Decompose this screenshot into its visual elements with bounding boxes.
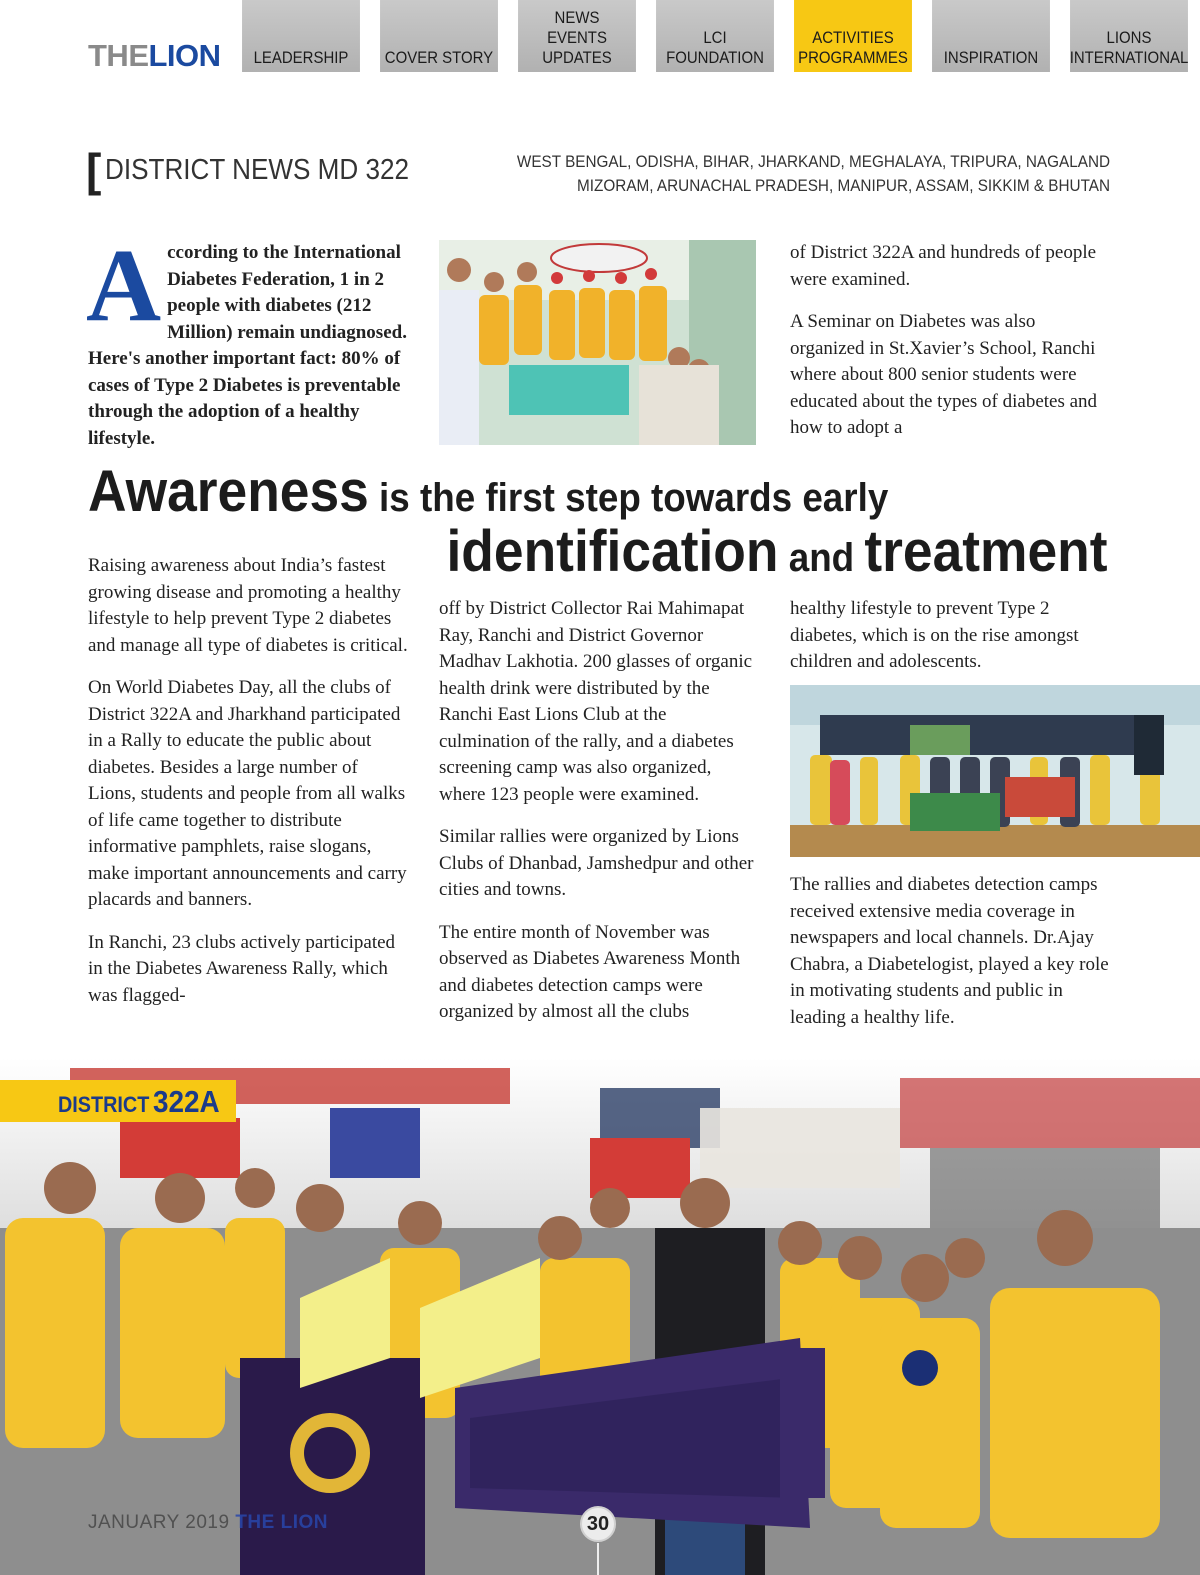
page-number: 30 [580,1506,616,1542]
region-line-1: WEST BENGAL, ODISHA, BIHAR, JHARKAND, MEGHALAYA, TRIPURA, NAGALAND [516,152,1110,171]
footer-issue [88,1512,328,1534]
headline-word-and: and [778,536,865,580]
tab-label: LIONS [1106,28,1152,47]
tab-label: INSPIRATION [943,48,1039,67]
tab-news-events-updates[interactable] [518,0,636,72]
headline-line-2 [389,518,1108,585]
section-title [86,144,443,196]
masthead [0,0,1200,72]
headline-word-awareness: Awareness [88,459,369,524]
tab-activities-programmes[interactable] [794,0,912,72]
paragraph: In Ranchi, 23 clubs actively participated in the Diabetes Awareness Rally, which was flagged- [88,931,396,1006]
column-3-top [790,240,1110,442]
paragraph: Raising awareness about India’s fastest growing disease and promoting a healthy lifestyle to help prevent Type 2 diabetes and manage all type of diabetes is critical. [88,555,408,656]
paragraph: On World Diabetes Day, all the clubs of District 322A and Jharkhand participated in a Rally to educate the public about diabetes. Besides a large number of Lions, students and people from all walks of life came together to distribute informative pamphlets, raise slogans, make important announcements and carry placards and banners. [88,677,407,910]
column-3-bottom [790,872,1110,1031]
headline-phrase: is the first step towards early [368,476,889,520]
brand-the: THE [88,38,149,73]
badge-word-district: DISTRICT [58,1092,150,1117]
photo-seminar-group [790,685,1200,857]
paragraph: Similar rallies were organized by Lions Clubs of Dhanbad, Jamshedpur and other cities and towns. [439,826,754,900]
tab-label: FOUNDATION [666,48,764,67]
section-nav [234,0,1200,72]
footer-title: THE LION [235,1512,328,1533]
district-badge [0,1080,236,1122]
region-line-2: MIZORAM, ARUNACHAL PRADESH, MANIPUR, ASSAM, SIKKIM & BHUTAN [576,176,1110,195]
tab-label: COVER STORY [384,48,494,67]
brand-lion: LION [148,38,221,73]
tab-label: LEADERSHIP [253,48,349,67]
tab-inspiration[interactable] [932,0,1050,72]
tab-leadership[interactable] [242,0,360,72]
region-list [451,150,1110,198]
badge-number: 322A [153,1084,221,1119]
tab-label: PROGRAMMES [798,48,908,67]
photo-screening-camp [439,240,756,445]
brand-logo[interactable] [88,38,221,74]
drop-cap: A [86,228,162,343]
tab-label: INTERNATIONAL [1069,48,1189,67]
footer-month: JANUARY 2019 [88,1512,236,1533]
tab-label: NEWS [554,8,600,27]
intro-paragraph [86,228,408,452]
column-1 [88,553,408,1009]
paragraph: A Seminar on Diabetes was also organized in St.Xavier’s School, Ranchi where about 800 senior students were educated about the types of diabetes and how to adopt a [790,311,1098,438]
photo-awareness-rally [0,1058,1200,1575]
tab-label: UPDATES [542,48,612,67]
tab-cover-story[interactable] [380,0,498,72]
tab-lions-international[interactable] [1070,0,1188,72]
column-2 [439,596,759,1026]
paragraph: off by District Collector Rai Mahimapat Ray, Ranchi and District Governor Madhav Lakhotia. 200 glasses of organic health drink were distributed by the Ranchi East Lions Club at the culmination of the rally, and a diabetes screening camp was also organized, where 123 people were examined. [439,598,753,805]
headline-word-treatment: treatment [864,519,1108,584]
paragraph: of District 322A and hundreds of people were examined. [790,242,1097,290]
paragraph: The entire month of November was observed as Diabetes Awareness Month and diabetes detection camps were organized by almost all the clubs [439,921,741,1022]
tab-label: EVENTS [547,28,607,47]
tab-lci-foundation[interactable] [656,0,774,72]
tab-label: LCI [703,28,727,47]
headline-word-identification: identification [446,519,779,584]
headline-line-1 [88,458,958,525]
page-divider [597,1543,599,1575]
intro-text: ccording to the International Diabetes Federation, 1 in 2 people with diabetes (212 Million) remain undiagnosed. Here's another important fact: 80% of cases of Type 2 Diabetes is preventable through the adoption of a healthy lifestyle. [88,242,407,449]
paragraph: The rallies and diabetes detection camps received extensive media coverage in newspapers and local channels. Dr.Ajay Chabra, a Diabetelogist, played a key role in motivating students and public in leading a healthy life. [790,874,1109,1028]
section-bracket: [ [86,144,102,196]
section-title-text: DISTRICT NEWS MD 322 [105,153,410,186]
column-3-middle [790,596,1110,676]
paragraph: healthy lifestyle to prevent Type 2 diabetes, which is on the rise amongst children and adolescents. [790,598,1079,672]
tab-label: ACTIVITIES [812,28,894,47]
